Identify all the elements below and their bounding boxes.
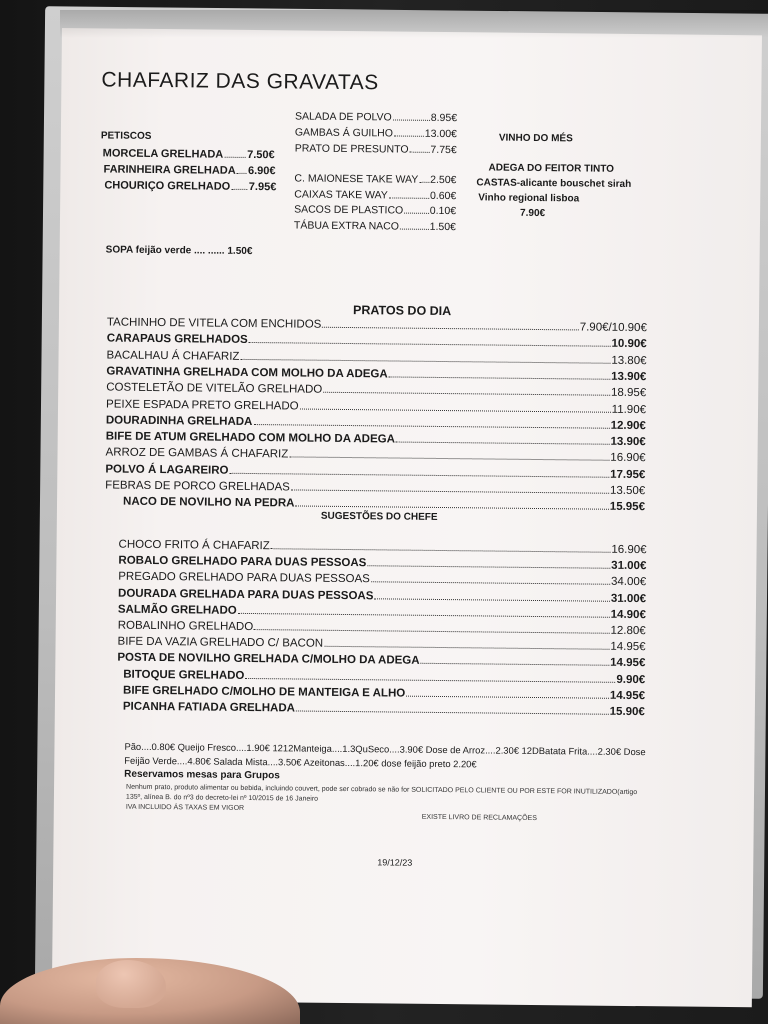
leader-dots xyxy=(406,694,609,698)
menu-date: 19/12/23 xyxy=(377,857,413,868)
menu-item xyxy=(103,147,275,161)
footer-livro: EXISTE LIVRO DE RECLAMAÇÕES xyxy=(421,813,537,823)
menu-item-price: 12.90€ xyxy=(610,419,646,432)
menu-item-price: 18.95€ xyxy=(610,386,647,400)
leader-dots xyxy=(249,341,611,347)
menu-item-price: 14.95€ xyxy=(610,640,646,654)
menu-item xyxy=(294,188,456,202)
menu-item-name: TÁBUA EXTRA NACO xyxy=(293,218,400,233)
leader-dots xyxy=(393,118,430,120)
menu-item-name: CHOCO FRITO Á CHAFARIZ xyxy=(118,538,270,553)
menu-item xyxy=(118,620,646,638)
vinho-region: Vinho regional lisboa xyxy=(478,192,580,205)
menu-item-name: COSTELETÃO DE VITELÃO GRELHADO xyxy=(106,381,323,396)
menu-item-name: BACALHAU Á CHAFARIZ xyxy=(106,349,240,363)
menu-item-name: DOURADINHA GRELHADA xyxy=(105,414,253,428)
menu-item-name: DOURADA GRELHADA PARA DUAS PESSOAS xyxy=(118,587,374,602)
menu-item-price: 16.90€ xyxy=(611,543,647,557)
menu-item xyxy=(295,110,457,124)
menu-item-name: PRATO DE PRESUNTO xyxy=(294,142,409,156)
menu-item-name: SACOS DE PLASTICO xyxy=(294,203,404,217)
leader-dots xyxy=(371,581,610,586)
leader-dots xyxy=(323,391,610,396)
menu-item-name: TACHINHO DE VITELA COM ENCHIDOS xyxy=(106,316,322,331)
menu-item-name: SALADA DE POLVO xyxy=(295,110,392,124)
footer-reservas: Reservamos mesas para Grupos xyxy=(124,768,280,782)
menu-item-price: 11.90€ xyxy=(611,403,647,416)
vinho-heading: VINHO DO MÉS xyxy=(498,132,573,145)
leader-dots xyxy=(394,134,424,136)
leader-dots xyxy=(324,645,609,650)
menu-item-price: 12.80€ xyxy=(610,624,646,638)
leader-dots xyxy=(253,423,609,429)
sopa-name: SOPA feijão verde xyxy=(105,244,192,257)
footer-note3: IVA INCLUIDO ÁS TAXAS EM VIGOR xyxy=(125,803,245,812)
menu-item xyxy=(118,555,646,573)
menu-item-price: 13.90€ xyxy=(611,370,647,384)
leader-dots xyxy=(322,326,578,331)
menu-item-name: C. MAIONESE TAKE WAY xyxy=(294,172,419,186)
menu-item-name: GRAVATINHA GRELHADA COM MOLHO DA ADEGA xyxy=(106,365,388,381)
menu-item xyxy=(123,701,645,718)
menu-item-price: 7.50€ xyxy=(247,148,275,162)
menu-item-price: 7.95€ xyxy=(248,180,277,194)
leader-dots xyxy=(396,441,610,445)
menu-item-price: 7.90€/10.90€ xyxy=(579,321,647,335)
menu-item-name: ROBALINHO GRELHADO xyxy=(117,619,254,634)
menu-item xyxy=(118,587,646,605)
sleeve-shadow xyxy=(60,10,768,38)
menu-item-name: PREGADO GRELHADO PARA DUAS PESSOAS xyxy=(118,571,370,586)
menu-item xyxy=(106,365,646,383)
menu-item-name: NACO DE NOVILHO NA PEDRA xyxy=(122,495,295,510)
menu-item xyxy=(295,142,457,156)
menu-item-name: POSTA DE NOVILHO GRELHADA C/MOLHO DA ADEGA xyxy=(117,652,420,668)
menu-item-price: 0.10€ xyxy=(429,204,457,218)
leader-dots xyxy=(271,547,611,553)
menu-item-price: 15.95€ xyxy=(609,501,646,514)
menu-item-name: MORCELA GRELHADA xyxy=(102,147,224,161)
leader-dots xyxy=(296,709,609,714)
menu-item xyxy=(118,636,646,654)
leader-dots xyxy=(237,172,247,174)
leader-dots xyxy=(229,471,609,477)
menu-item-price: 6.90€ xyxy=(247,164,276,178)
sugestoes-heading: SUGESTÕES DO CHEFE xyxy=(320,510,438,523)
menu-item xyxy=(107,316,647,334)
menu-item-price: 14.95€ xyxy=(610,657,646,670)
vinho-price: 7.90€ xyxy=(520,207,546,220)
menu-item-name: BITOQUE GRELHADO xyxy=(123,668,245,682)
menu-item-name: BIFE DA VAZIA GRELHADO C/ BACON xyxy=(117,635,324,650)
leader-dots xyxy=(254,628,609,634)
menu-item xyxy=(118,571,646,589)
leader-dots xyxy=(400,227,429,229)
menu-item xyxy=(117,652,645,670)
menu-item-price: 13.80€ xyxy=(611,354,647,367)
menu-item-name: BIFE DE ATUM GRELHADO COM MOLHO DA ADEGA xyxy=(105,430,395,446)
leader-dots xyxy=(389,196,429,198)
leader-dots xyxy=(295,505,608,510)
menu-item-price: 15.90€ xyxy=(609,705,645,719)
leader-dots xyxy=(300,407,611,412)
menu-item-price: 13.00€ xyxy=(424,127,457,141)
menu-item-name: GAMBAS Á GUILHO xyxy=(294,126,394,140)
menu-item-name: ARROZ DE GAMBAS Á CHAFARIZ xyxy=(105,446,289,461)
menu-item-price: 1.50€ xyxy=(429,220,457,233)
menu-item-price: 31.00€ xyxy=(610,592,647,605)
sopa-price: 1.50€ xyxy=(227,245,253,258)
menu-item xyxy=(123,668,645,685)
menu-item-name: FARINHEIRA GRELHADA xyxy=(103,163,236,177)
menu-item-name: CARAPAUS GRELHADOS xyxy=(106,332,248,347)
menu-item-price: 13.90€ xyxy=(610,435,646,449)
menu-item-name: SALMÃO GRELHADO xyxy=(117,603,237,617)
menu-item xyxy=(104,179,276,193)
vinho-name: ADEGA DO FEITOR TINTO xyxy=(488,162,614,175)
menu-item xyxy=(107,333,647,351)
menu-item-price: 14.90€ xyxy=(610,608,646,621)
footer-note2: 135º, alínea B. do nº3 do decreto-lei nº 10/2015 de 16 Janeiro xyxy=(125,793,319,803)
menu-item-name: CAIXAS TAKE WAY xyxy=(294,187,388,201)
menu-item-price: 10.90€ xyxy=(611,338,647,351)
menu-item-name: ROBALO GRELHADO PARA DUAS PESSOAS xyxy=(118,554,367,570)
leader-dots xyxy=(291,488,609,493)
leader-dots xyxy=(240,357,610,363)
menu-item-price: 13.50€ xyxy=(609,484,646,498)
leader-dots xyxy=(245,677,615,683)
menu-item xyxy=(294,172,456,186)
menu-item-price: 34.00€ xyxy=(610,576,647,589)
menu-item-price: 2.50€ xyxy=(430,173,457,187)
footer-line2: Feijão Verde....4.80€ Salada Mista....3.50€ Azeitonas....1.20€ dose feijão preto 2.20€ xyxy=(124,754,477,770)
menu-item-name: CHOURIÇO GRELHADO xyxy=(104,179,231,193)
menu-item xyxy=(106,382,646,400)
leader-dots xyxy=(238,612,610,618)
menu-item-name: BIFE GRELHADO C/MOLHO DE MANTEIGA E ALHO xyxy=(123,684,406,700)
menu-item xyxy=(119,539,647,557)
leader-dots xyxy=(409,151,429,153)
menu-item xyxy=(105,447,645,465)
vinho-castas: CASTAS-alicante bouschet sirah xyxy=(476,177,632,190)
leader-dots xyxy=(367,564,610,569)
menu-item-price: 9.90€ xyxy=(616,673,646,686)
menu-item xyxy=(123,684,645,701)
menu-item-price: 16.90€ xyxy=(610,452,646,465)
leader-dots xyxy=(419,181,429,183)
petiscos-heading: PETISCOS xyxy=(100,130,152,142)
leader-dots xyxy=(231,188,248,190)
leader-dots xyxy=(374,597,609,601)
pratos-heading: PRATOS DO DIA xyxy=(352,303,452,319)
menu-item-name: FEBRAS DE PORCO GRELHADAS xyxy=(105,479,290,494)
menu-item-price: 8.95€ xyxy=(430,111,458,125)
footer-line1: Pão....0.80€ Queijo Fresco....1.90€ 1212Manteiga....1.3QuSeco....3.90€ Dose de Arroz....2.30€ 12DBatata Frita....2.30€ Dose xyxy=(124,740,646,758)
menu-item-name: PEIXE ESPADA PRETO GRELHADO xyxy=(106,397,299,412)
menu-item-price: 7.75€ xyxy=(430,143,457,157)
sopa-line: SOPA feijão verde .... ...... 1.50€ xyxy=(105,244,253,258)
menu-item xyxy=(105,479,645,497)
leader-dots xyxy=(289,456,609,461)
menu-item-name: PICANHA FATIADA GRELHADA xyxy=(122,700,296,715)
leader-dots xyxy=(404,212,429,214)
menu-item-name: POLVO Á LAGAREIRO xyxy=(105,463,229,477)
restaurant-title: CHAFARIZ DAS GRAVATAS xyxy=(101,68,379,95)
menu-sheet xyxy=(52,28,762,1007)
menu-item xyxy=(295,126,457,140)
leader-dots xyxy=(224,156,246,158)
menu-item xyxy=(107,349,647,367)
menu-item-price: 0.60€ xyxy=(429,189,457,202)
menu-item-price: 31.00€ xyxy=(611,559,647,573)
menu-item xyxy=(294,219,456,233)
leader-dots xyxy=(421,662,610,666)
menu-item xyxy=(106,398,646,416)
menu-item-price: 17.95€ xyxy=(610,468,646,481)
menu-item-price: 14.95€ xyxy=(609,689,646,702)
menu-item xyxy=(105,463,645,481)
menu-item xyxy=(294,203,456,217)
menu-item xyxy=(106,414,646,432)
menu-item xyxy=(106,431,646,449)
leader-dots xyxy=(389,375,611,379)
footer-note1: Nenhum prato, produto alimentar ou bebida, incluindo couvert, pode ser cobrado se não for SOLICITADO PELO CLIENTE OU POR ESTE FOR INUTILIZADO(artigo xyxy=(126,783,638,797)
menu-item xyxy=(103,163,275,177)
menu-item xyxy=(118,603,646,621)
